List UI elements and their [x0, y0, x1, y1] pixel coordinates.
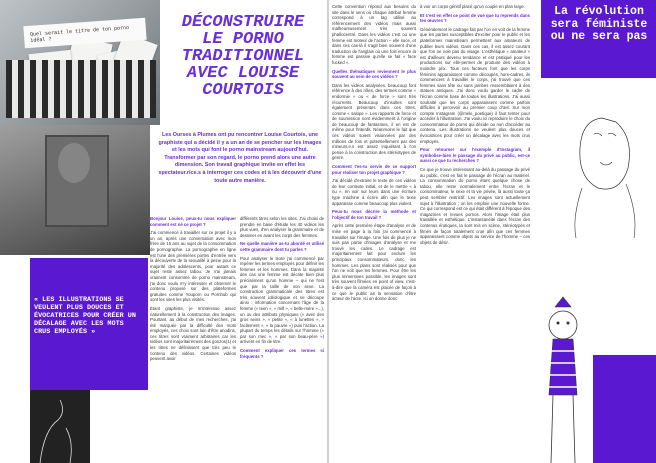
- question: Comment expliquer ces termes si fréquents ?: [240, 348, 324, 359]
- illustration-block: [30, 390, 90, 463]
- answer: Dans les vidéos analysées, beaucoup font référence à des rôles, des termes comme « endormie » ou « de force » sont très récurrents. Beaucoup d'insultes sont également présentes dans ces titres, comme « salope ». Les rapports de force et de soumission sont évidemment à l'origine de beaucoup de fantasmes, il en est de même pour l'interdit. Néanmoins le fait que ces vidéos soient visionnées par des millions de fois et potentiellement par des mineurs.e.s est assez inquiétant à l'on pense à la construction des stéréotypes de genre.: [332, 82, 416, 161]
- basket-photo: [0, 0, 160, 125]
- question: Ne quelle manière as-tu abordé et utilisé cette grammaire dont tu parles ?: [240, 241, 324, 252]
- question: Comment t'es-tu servie de ce support pour réaliser ton projet graphique ?: [332, 164, 416, 175]
- answer: J'ai décidé d'extraire le texte de ces vidéos de leur contexte initial, et de le mettre « à nu », en voir sur leurs dans une écriture type machine à écrire afin que le texte apparaisse comme beaucoup plus violent.: [332, 178, 416, 206]
- answer: Étant graphiste, je m'intéresse assez naturellement à la construction des images. Pourtant, au début de mes recherches, j'ai été marquée par la difficulté des mots employés, ces choix sont loin d'être anodins, ces titres sont vraiment arbitraires car les vidéos sont majoritairement des gonzos(1) et les titres ne définissent que très peu le contenu des vidéos. Certaines vidéos peuvent avoir: [150, 305, 236, 362]
- answer: à voir un corps génitif placé qu'un couple en plan large.: [420, 4, 525, 9]
- question: Pour retourner sur l'exemple d'Instagram, il symbolise-bien le passage du privé au public, est-ce aussi ce que tu recherches ?: [420, 147, 530, 164]
- column-3: [332, 4, 416, 302]
- pullquote: « LES ILLUSTRATIONS SE VEULENT PLUS DOUCES ET ÉVOCATRICES POUR CRÉER UN DÉCALAGE AVEC LES MOTS CRUS EMPLOYÉS »: [34, 296, 136, 336]
- line-drawing-illustration: [542, 88, 656, 238]
- purple-block: [593, 355, 656, 463]
- figure-illustration: [30, 390, 90, 463]
- column-4: [420, 4, 530, 245]
- column-1: [150, 216, 236, 362]
- column-2: [240, 216, 324, 359]
- answer: Généralement le cadrage fait par l'on en voit de la femme que les parties susceptibles d'exciter pour le public et les plateformes mainstream permettent aux amateurs de publier leurs vidéos. Dans ces cas, il est assez courant que l'on ne voie pas du visage. L'esthétique « amateur » est d'ailleurs devenu tendance et est pratiqué pour les productions sur elle-permet de produire des vidéos à moindre prix. Tous ces facteurs font que les corps féminins apparaissent comme découpés, hors-cadres, ils commencent à travailler le corps, j'ai trouvé que ces femmes sans tête ou sans jambes ressemblaient à des statues antiques. J'ai donc voulu garder le cadre de l'écran comme base de toutes les illustrations. J'ai aussi souhaité que les corps apparaissent comme parfois difficiles à percevoir au premier coup d'œil. Sur mon compte Instagram (@mele_poetique) il faut tenter pour accéder à l'illustration. J'ai voulu ici reproduire le choix du consommateur de porno qui décide ou non d'accéder au contenu. Les illustrations se veulent plus douces et évocatrices pour créer un décalage avec les mots crus employés.: [420, 26, 530, 144]
- answer: Après cette première étape d'analyse et de mise en page à la fois j'ai commencé à travailler sur l'image. Une fois de plus je ne suis pas partie d'images d'analyse et me trouvé les codes. Le cadrage est majoritairement fait pour exclure les principaux consommateurs, donc les hommes. Les plans sont réalisés pour que l'on ne voit que les femmes. Pour être les plus immersives possible, les images sont très souvent filmées en point of view, c'est-à-dire que la caméra est placée de façon à ce que le public ait la sensation d'être acteur de l'acte. Ici on donne donc: [332, 223, 416, 302]
- right-page: [328, 0, 656, 463]
- character-illustration: [533, 295, 593, 463]
- answer: J'ai commencé à travailler sur ce projet il y a un an, après une conversation avec mon frère de 15 ans au sujet de la consommation de pornographie. La pornographie en ligne est l'une des premières portes d'entrée vers la découverte de la sexualité à peine pour la majorité des adolescents, pour autant ce sujet reste assez tabou. Je n'ai jamais vraiment consommé de porno mainstream, j'ai donc voulu m'y intéresser et observer le contenu proposé sur des plateformes gratuites comme Youporn ou Pornhub qui sont les sites les plus visités.: [150, 230, 236, 303]
- answer: Pour analyser le texte j'ai commencé par repérer les termes employés pour définir les femmes et les hommes. Dans la majorité des cas une femme est décrite bien plus précisément qu'un homme – qui ne l'est que par la taille de son sexe. La construction grammaticale des titres est très souvent idéologique et se découpe ainsi : information concernant l'âge de la femme (« teen », « milf », « belle-mère »...), un ou des attributs physiques (« avec des gros seins », « petite », « à lunettes », « facilement », « la pauvre ») puis l'action. La plupart du temps les détails sur l'homme (« par son mec », « par son beau-père ») arrivent en fin de titre.: [240, 255, 324, 345]
- portrait-photo: [0, 125, 150, 255]
- photo-note: Quel serait le titre de ton porno idéal ?: [23, 18, 146, 48]
- answer: différents titres selon les sites. J'ai choisi de prendre en base d'étude les 40 vidéos les plus vues, d'en analyser la grammaire et de dessiner en avant les corps des femmes.: [240, 216, 324, 238]
- question: Peux-tu nous décrire la méthode et l'objectif de ton travail ?: [332, 209, 416, 220]
- intro-paragraph: Les Ourses à Plumes ont pu rencontrer Louise Courtois, une graphiste qui a décidé il y a un an de se pencher sur les images et les mots qui font le porno mainstream aujourd'hui. Transformer par son regard, le porno prend alors une autre dimension. Son travail graphique invite en effet les spectateur.rice.s à interroger ces codes et à les découvrir d'une toute autre manière.: [158, 132, 322, 184]
- question: Quelles thématiques reviennent le plus souvent au sein de ces vidéos ?: [332, 68, 416, 80]
- page-fold: [327, 0, 329, 463]
- article-title: DÉCONSTRUIRE LE PORNO TRADITIONNEL AVEC LOUISE COURTOIS: [181, 13, 305, 100]
- answer: Cette convention répond aux besoins du site dans le sens où chaque attribut femme correspond à un tag utilisé au référencement des vidéos mais aussi malheureusement très souvent phallocentré. Dans les vidéos c'est ou une femme est moteur de l'action – elle suce, et dans ces cas-là il s'agit bien souvent d'une traduction de l'anglais où une fois encore la femme est passive qu'elle se fait « face fucked ».: [332, 4, 416, 65]
- headline: La révolution sera féministe ou ne sera pas: [550, 5, 648, 43]
- question: Bonjour Louise, peux-tu nous expliquer comment est né ce projet ?: [150, 216, 236, 227]
- question: Et c'est en effet ce point de vue que tu reprends dans tes œuvres ?: [420, 12, 530, 24]
- answer: Ce que je trouve intéressant au-delà du passage du privé au public, c'est en fait le passage de l'écran au matériel. La consommation du porno étant quelque chose de tabou, elle reste normalement entre l'écran et le consommateur, le sexe et la vie privée, là aussi toute ça peut sembler restrictif. Les images sont actuellement sujet à l'illustration ; on les emploie une nouvelle forme. Ce qui correspond est ce qui était différent à l'époque des magazines et revues pornos. Alors l'image était plus travaillée et esthétique. L'instantanéité dans l'écran des contenus érotiques, la sont mis en scène, stéréotypés et filmés de façon totalement crue afin que ces femmes apparaissent comme objets au service de l'homme – ces objets de désir.: [420, 167, 530, 245]
